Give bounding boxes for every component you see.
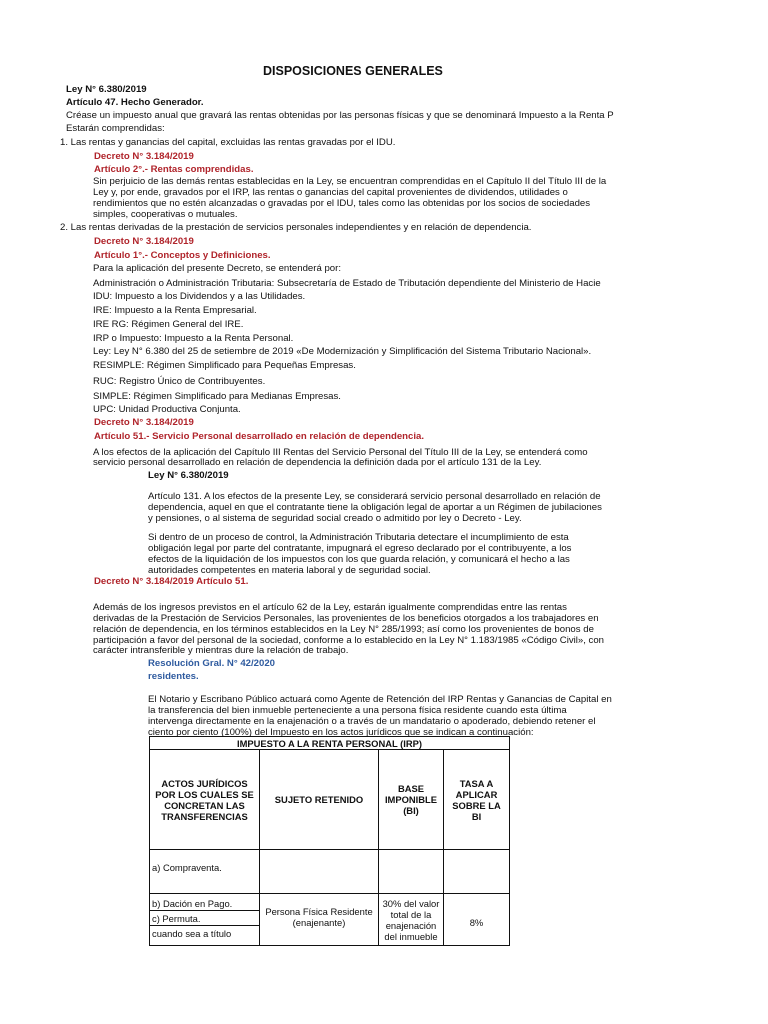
residentes-label: residentes. [148,671,199,682]
header-tasa: TASA A APLICAR SOBRE LA BI [444,750,510,850]
article-131-line: autoridades competentes en materia laboral y de seguridad social. [148,565,431,576]
ademas-line: relación de dependencia, en los términos establecidos en la Ley N° 285/1993; así como los provenientes de bonos de [93,624,594,635]
tasa-value: 8% [469,917,484,928]
resolucion-heading: Resolución Gral. N° 42/2020 [148,658,276,669]
ley-heading: Ley N° 6.380/2019 [66,84,147,95]
notario-line: El Notario y Escribano Público actuará como Agente de Retención del IRP Rentas y Ganancias de Capital en [148,694,612,705]
header-base: BASE IMPONIBLE (BI) [379,750,444,850]
article-1-heading: Artículo 1°.- Conceptos y Definiciones. [94,250,271,261]
ademas-line: carácter intransferible y mientras dure la relación de trabajo. [93,645,349,656]
article-2-line: simples, cooperativas o mutuales. [93,209,238,220]
list-item-1: 1. Las rentas y ganancias del capital, excluidas las rentas gravadas por el IDU. [60,137,396,148]
act-item: c) Permuta. [152,913,201,924]
article-47-heading: Artículo 47. Hecho Generador. [66,97,204,108]
article-51-line: A los efectos de la aplicación del Capítulo III Rentas del Servicio Personal del Título III de la Ley, se entenderá como [93,447,588,458]
article-2-line: rendimientos que no estén alcanzadas o gravadas por el IDU, tales como las obtenidas por los socios de sociedades [93,198,591,209]
article-131-line: y pensiones, o al sistema de seguridad social creado o admitido por ley o Decreto - Ley. [148,513,522,524]
notario-line: ciento por ciento (100%) del Impuesto en los actos jurídicos que se indican a continuación: [148,727,534,738]
act-item: b) Dación en Pago. [152,898,233,909]
definition-item: RESIMPLE: Régimen Simplificado para Pequeñas Empresas. [93,360,356,371]
article-2-heading: Artículo 2°.- Rentas comprendidas. [94,164,254,175]
decreto-heading: Decreto N° 3.184/2019 [94,417,194,428]
article-131-line: obligación legal por parte del contratante, impugnará el egreso declarado por el contribuyente, a los [148,543,572,554]
header-actos: ACTOS JURÍDICOS POR LOS CUALES SE CONCRETAN LAS TRANSFERENCIAS [150,750,260,850]
decreto-heading: Decreto N° 3.184/2019 [94,236,194,247]
base-value: 30% del valor total de la enajenación del inmueble [382,898,440,942]
paragraph-crease: Créase un impuesto anual que gravará las rentas obtenidas por las personas físicas y que se denominará Impuesto a la Renta P [66,110,614,121]
article-51-heading: Artículo 51.- Servicio Personal desarrollado en relación de dependencia. [94,431,425,442]
article-1-intro: Para la aplicación del presente Decreto, se entenderá por: [93,263,341,274]
header-sujeto: SUJETO RETENIDO [260,750,379,850]
table-caption: IMPUESTO A LA RENTA PERSONAL (IRP) [150,737,510,750]
paragraph-estaran: Estarán comprendidas: [66,123,165,134]
definition-item: Administración o Administración Tributaria: Subsecretaría de Estado de Tributación dependiente del Ministerio de Hacie [93,278,601,289]
decreto-article-51-heading: Decreto N° 3.184/2019 Artículo 51. [94,576,249,587]
definition-item: IRE RG: Régimen General del IRE. [93,319,244,330]
list-item-2: 2. Las rentas derivadas de la prestación de servicios personales independientes y en relación de dependencia. [60,222,532,233]
definition-item: UPC: Unidad Productiva Conjunta. [93,404,241,415]
base-cell [379,850,444,946]
definition-item: IRE: Impuesto a la Renta Empresarial. [93,305,257,316]
sujeto-value: Persona Física Residente (enajenante) [265,906,373,928]
act-item: cuando sea a título [152,928,232,939]
tasa-cell [444,850,510,946]
decreto-heading: Decreto N° 3.184/2019 [94,151,194,162]
ademas-line: Además de los ingresos previstos en el artículo 62 de la Ley, estarán igualmente comprendidas entre las rentas [93,602,567,613]
ademas-line: participación a favor del personal de la sociedad, conforme a lo establecido en la Ley N° 1.183/1985 «Código Civil», con [93,635,605,646]
definition-item: SIMPLE: Régimen Simplificado para Medianas Empresas. [93,391,341,402]
ademas-line: derivadas de la Prestación de Servicios Personales, las provenientes de los beneficios otorgados a los trabajadores en [93,613,599,624]
article-131-line: dependencia, aquel en que el contratante tiene la obligación legal de aportar a un Régimen de jubilaciones [148,502,602,513]
notario-line: la transferencia del bien inmueble perteneciente a una persona física residente cuando esta última [148,705,567,716]
article-2-line: Ley y, por ende, gravados por el IRP, las rentas o ganancias del capital provenientes de dividendos, utilidades o [93,187,568,198]
definition-item: IRP o Impuesto: Impuesto a la Renta Personal. [93,333,294,344]
definition-item: RUC: Registro Único de Contribuyentes. [93,376,266,387]
acts-cell [150,850,260,946]
sujeto-cell [260,850,379,946]
article-51-line: servicio personal desarrollado en relación de dependencia la definición dada por el artículo 131 de la Ley. [93,457,542,468]
act-item: a) Compraventa. [152,862,222,873]
irp-table [149,736,510,946]
definition-item: IDU: Impuesto a los Dividendos y a las Utilidades. [93,291,306,302]
article-131-line: efectos de la liquidación de los impuestos con los que guarda relación, y comunicará el hecho a las [148,554,570,565]
article-131-line: Si dentro de un proceso de control, la Administración Tributaria detectare el incumplimiento de esta [148,532,569,543]
notario-line: intervenga directamente en la enajenación o a través de un mandatario o apoderado, debiendo retener el [148,716,596,727]
article-131-line: Artículo 131. A los efectos de la presente Ley, se considerará servicio personal desarrollado en relación de [148,491,601,502]
article-2-line: Sin perjuicio de las demás rentas establecidas en la Ley, se encuentran comprendidas en el Capítulo II del Título III de la [93,176,607,187]
definition-item: Ley: Ley N° 6.380 del 25 de setiembre de 2019 «De Modernización y Simplificación del Sistema Tributario Nacional». [93,346,592,357]
ley-heading: Ley N° 6.380/2019 [148,470,229,481]
page-title: DISPOSICIONES GENERALES [263,64,443,78]
